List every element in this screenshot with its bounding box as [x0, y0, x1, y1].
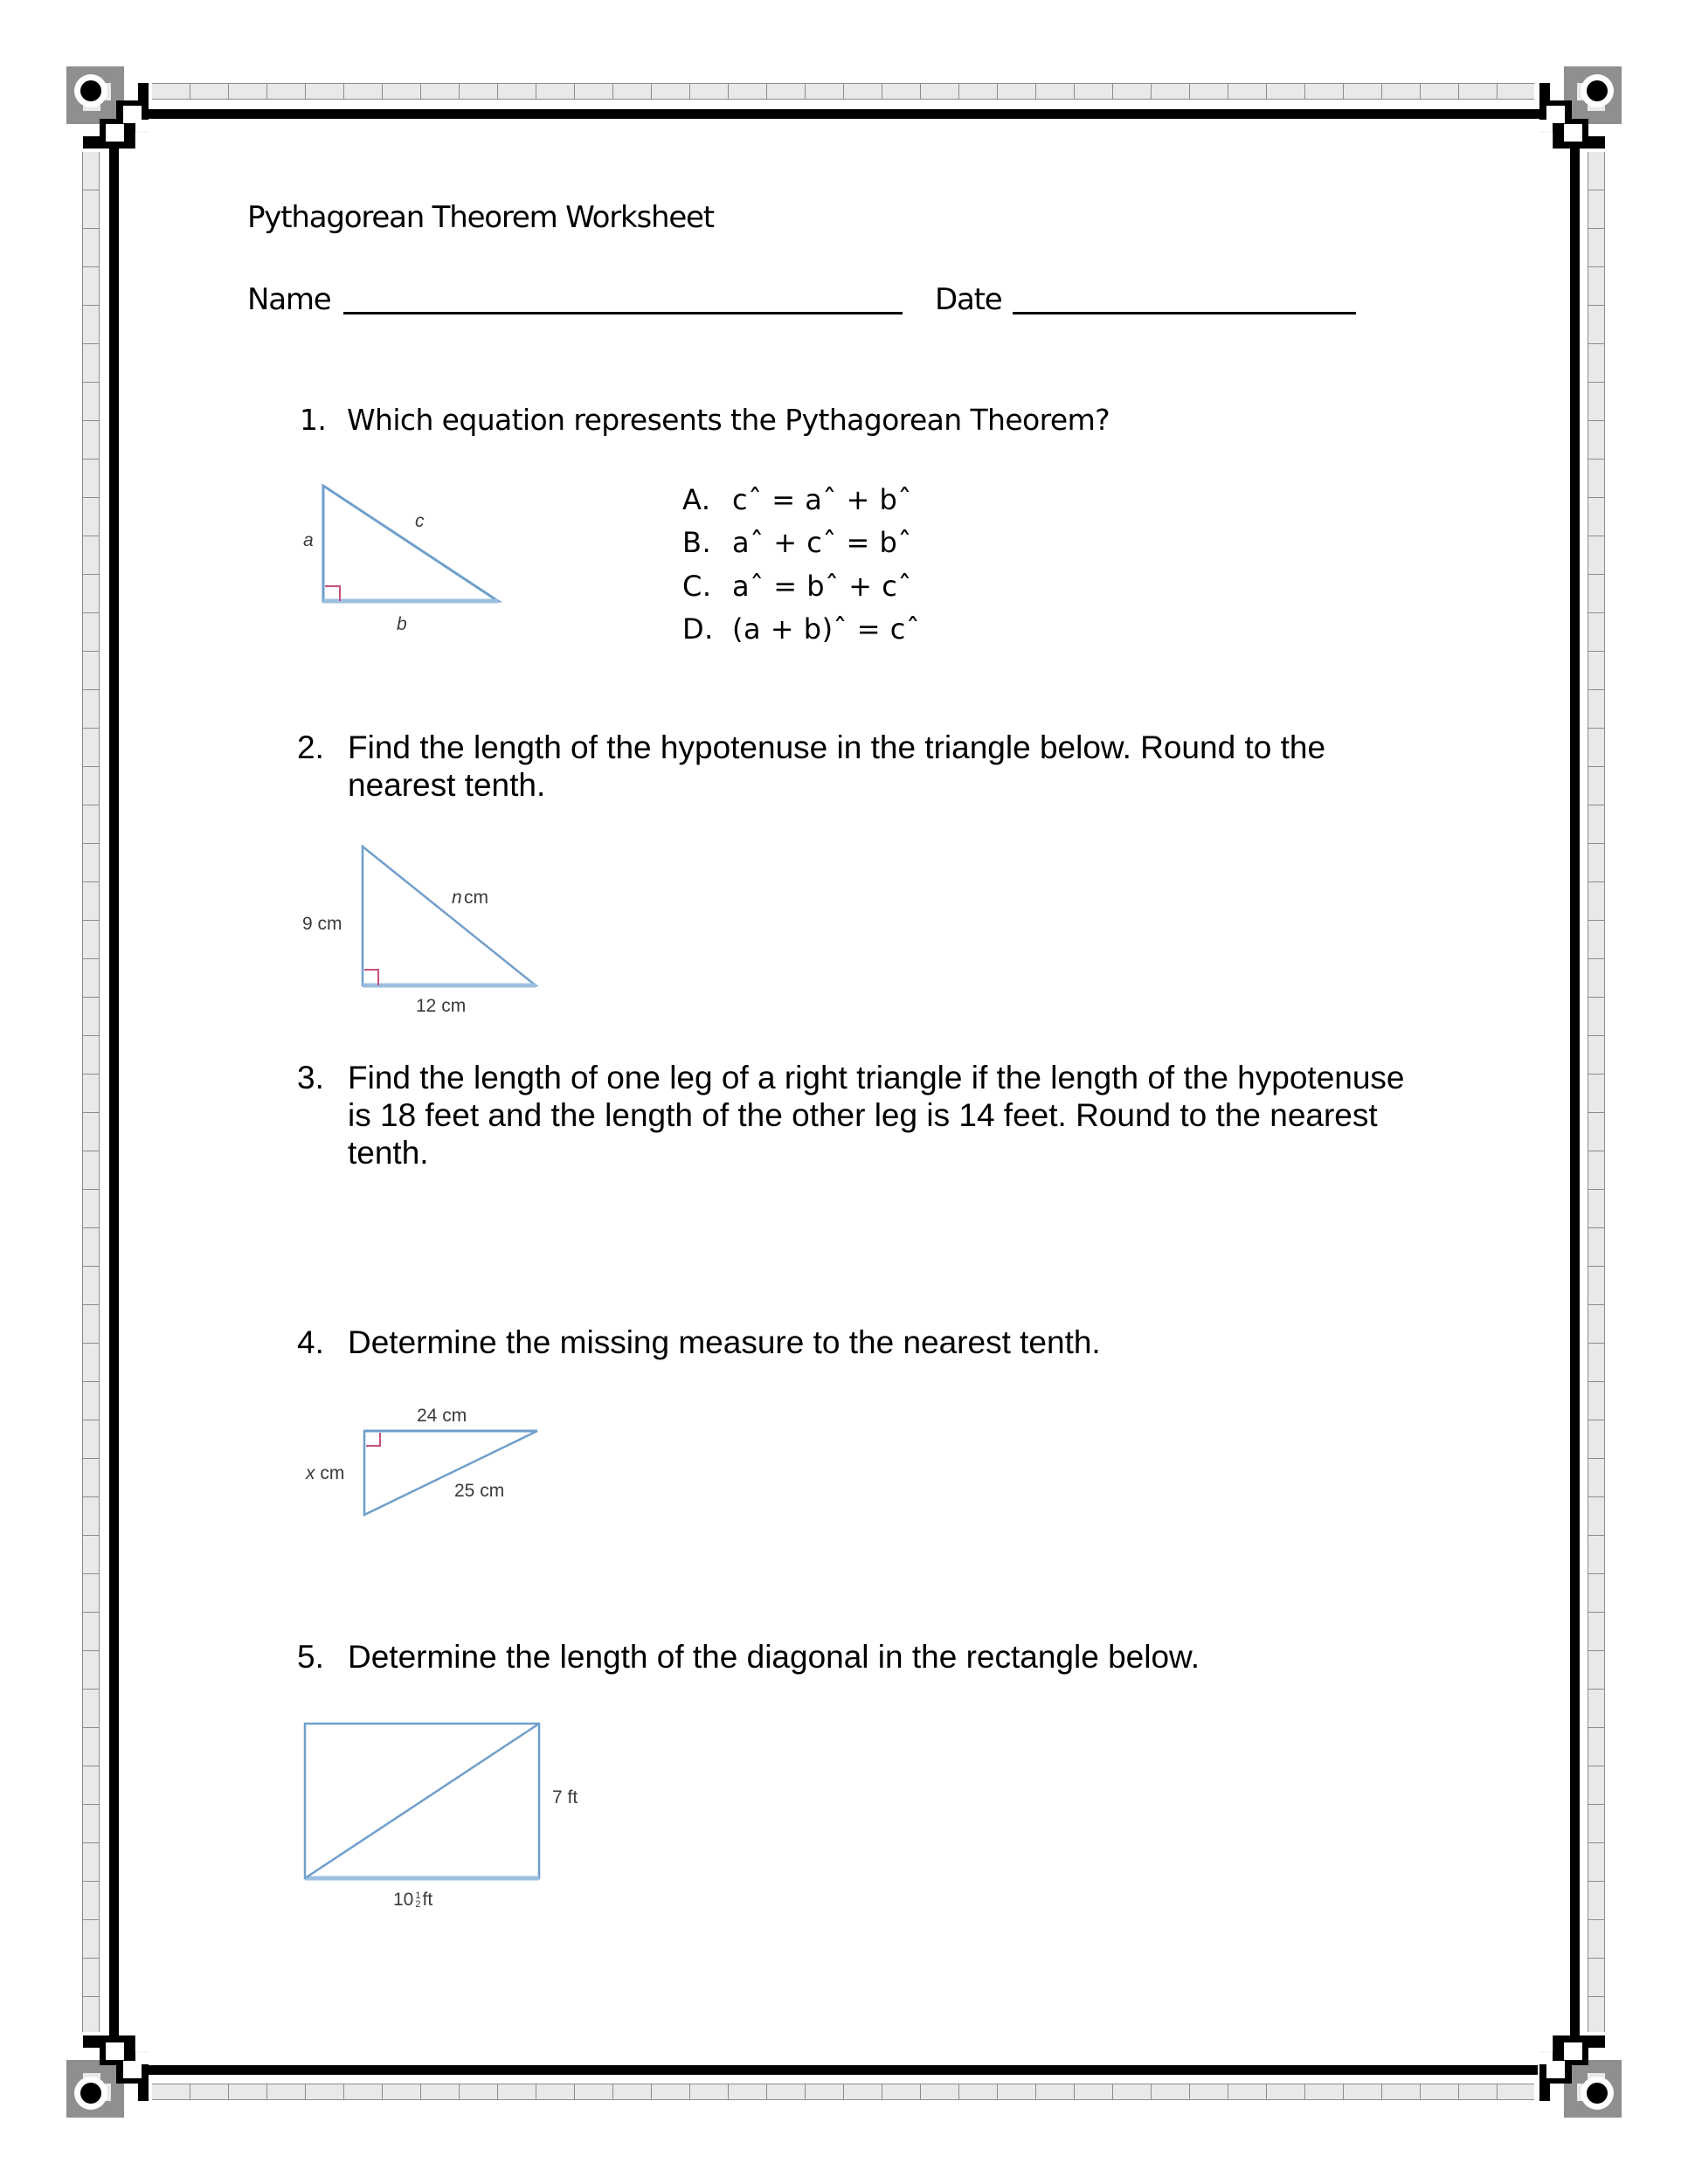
hypotenuse-variable: n: [452, 888, 462, 908]
choice-d-letter: D.: [682, 612, 714, 646]
top-leg-label: 24 cm: [417, 1406, 467, 1426]
question-number: 1.: [300, 403, 327, 437]
hypotenuse-unit: cm: [464, 888, 488, 908]
choice-d-text: (a + b)ˆ = cˆ: [732, 612, 921, 646]
choice-c-text: aˆ = bˆ + cˆ: [732, 570, 912, 603]
choice-b-letter: B.: [682, 526, 712, 559]
question-number: 5.: [297, 1639, 324, 1675]
choice-c-letter: C.: [682, 570, 712, 603]
question-number: 3.: [297, 1060, 324, 1095]
name-label: Name: [247, 282, 331, 317]
question-text-line-1: Find the length of the hypotenuse in the triangle below. Round to the: [348, 729, 1326, 765]
width-whole: 10: [393, 1890, 414, 1910]
choice-a-letter: A.: [682, 483, 711, 516]
vertical-leg-label: 9 cm: [302, 914, 342, 934]
question-text-line-2: nearest tenth.: [348, 767, 546, 803]
leg-label-a: a: [303, 530, 314, 550]
choice-b-text: aˆ + cˆ = bˆ: [732, 526, 912, 559]
width-fraction: [415, 1891, 420, 1909]
question-text-line-2: is 18 feet and the length of the other leg is 14 feet. Round to the nearest: [348, 1097, 1378, 1133]
question-text-line-3: tenth.: [348, 1135, 429, 1171]
question-number: 4.: [297, 1324, 324, 1360]
question-text: Which equation represents the Pythagorean Theorem?: [347, 403, 1110, 437]
question-text-line-1: Find the length of one leg of a right triangle if the length of the hypotenuse: [348, 1060, 1405, 1095]
question-text-line-1: Determine the missing measure to the nearest tenth.: [348, 1324, 1101, 1360]
width-label: [393, 1890, 432, 1909]
fraction-denominator: 2: [415, 1899, 421, 1911]
leg-label-b: b: [397, 614, 407, 634]
hypotenuse-label-c: c: [415, 511, 425, 531]
date-label: Date: [935, 282, 1002, 317]
horizontal-leg-label: 12 cm: [416, 996, 467, 1016]
vertical-leg-label: x cm: [306, 1463, 345, 1483]
hypotenuse-label: 25 cm: [454, 1481, 505, 1501]
fraction-numerator: 1: [415, 1890, 421, 1902]
choice-a-text: cˆ = aˆ + bˆ: [732, 483, 912, 516]
worksheet-title: Pythagorean Theorem Worksheet: [247, 200, 714, 235]
question-number: 2.: [297, 729, 324, 765]
question-text-line-1: Determine the length of the diagonal in the rectangle below.: [348, 1639, 1200, 1675]
width-unit: ft: [422, 1890, 433, 1910]
height-label: 7 ft: [552, 1787, 578, 1807]
leg-variable: x: [306, 1463, 315, 1483]
